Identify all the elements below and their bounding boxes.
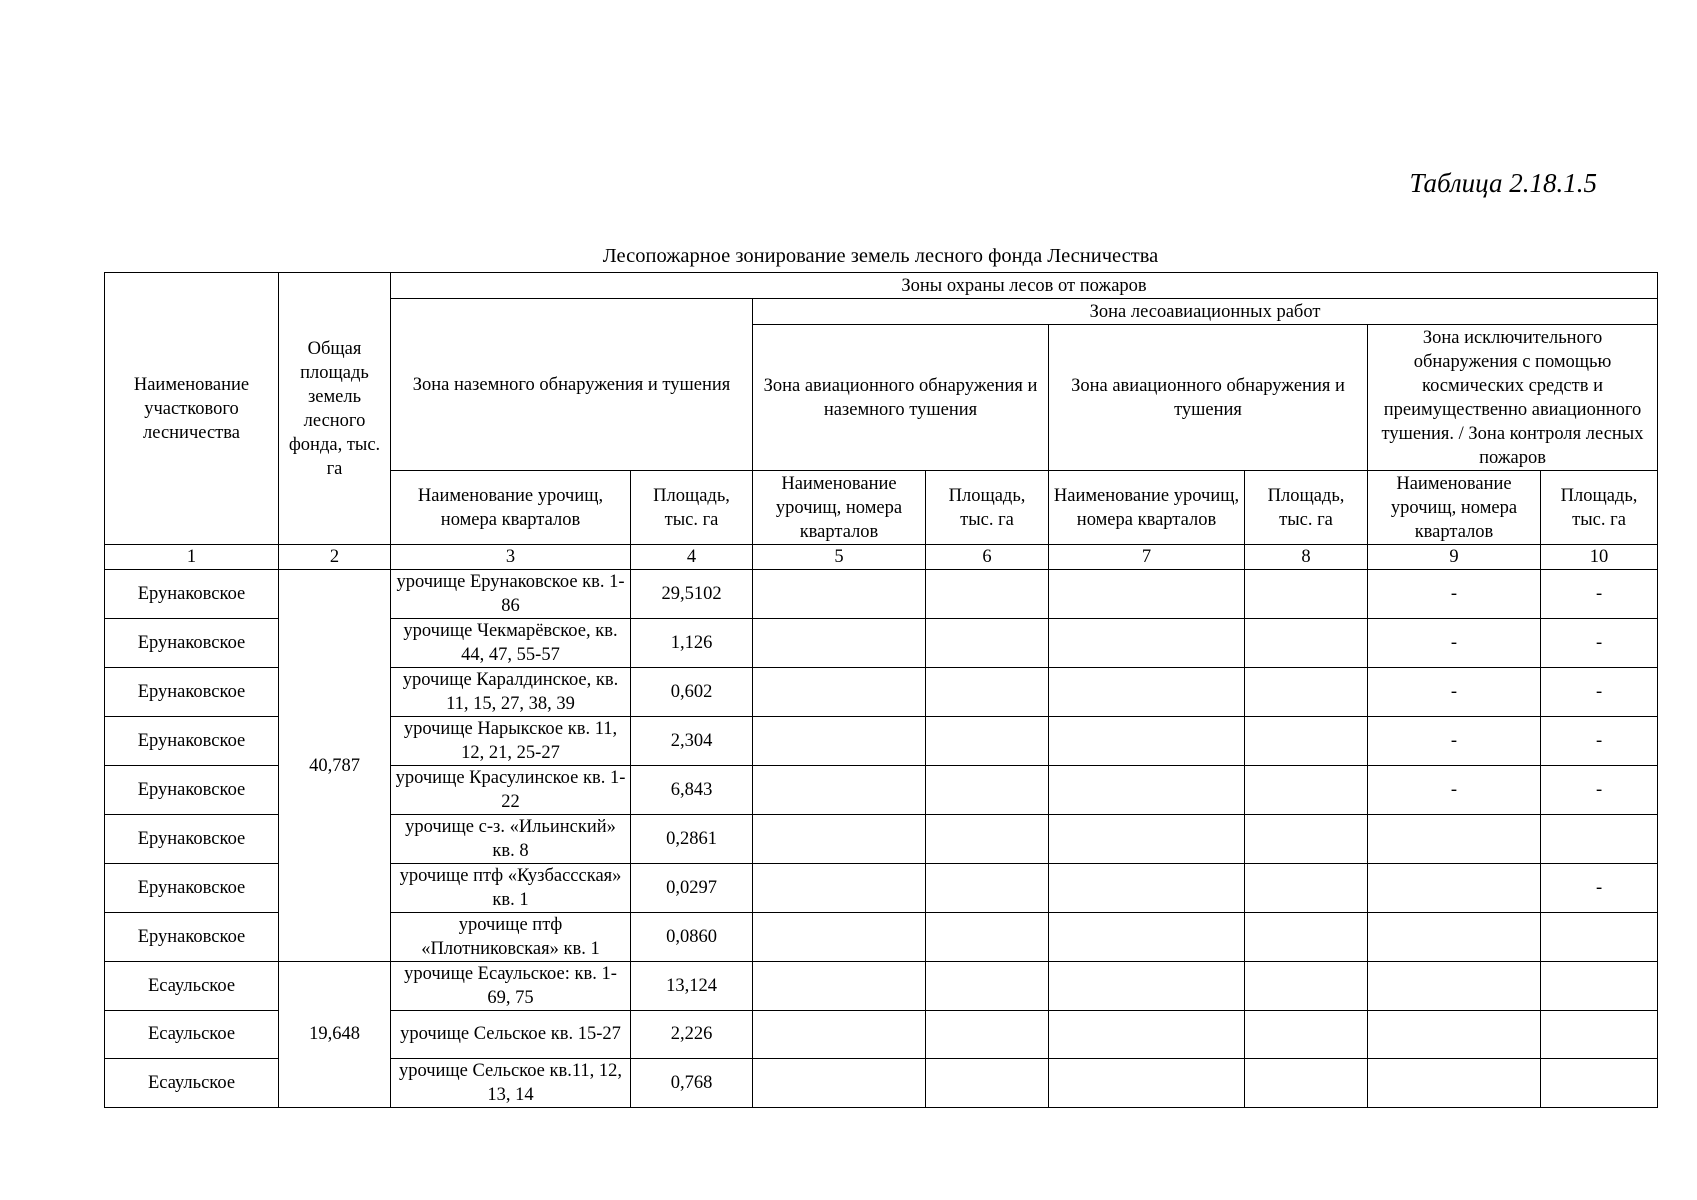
zone6-cell bbox=[926, 1011, 1049, 1059]
zone5-cell bbox=[753, 619, 926, 668]
table-body bbox=[105, 570, 1658, 1108]
forestry-name-cell: Ерунаковское bbox=[105, 913, 279, 962]
header-aviation-group: Зона лесоавиационных работ bbox=[753, 299, 1658, 325]
column-number: 7 bbox=[1049, 545, 1245, 570]
zone8-cell bbox=[1245, 717, 1368, 766]
zone7-cell bbox=[1049, 570, 1245, 619]
tract-cell: урочище Сельское кв. 15-27 bbox=[391, 1011, 631, 1059]
zone8-cell bbox=[1245, 668, 1368, 717]
area-cell: 0,602 bbox=[631, 668, 753, 717]
zone10-cell bbox=[1541, 962, 1658, 1011]
fire-zoning-table bbox=[104, 272, 1658, 1108]
forestry-name-cell: Есаульское bbox=[105, 1058, 279, 1107]
zone5-cell bbox=[753, 717, 926, 766]
zone7-cell bbox=[1049, 962, 1245, 1011]
tract-cell: урочище птф «Плотниковская» кв. 1 bbox=[391, 913, 631, 962]
zone8-cell bbox=[1245, 815, 1368, 864]
zone9-cell: - bbox=[1368, 766, 1541, 815]
column-number: 6 bbox=[926, 545, 1049, 570]
zone6-cell bbox=[926, 766, 1049, 815]
area-cell: 0,768 bbox=[631, 1058, 753, 1107]
area-cell: 13,124 bbox=[631, 962, 753, 1011]
zone8-cell bbox=[1245, 1058, 1368, 1107]
column-number: 10 bbox=[1541, 545, 1658, 570]
area-cell: 0,2861 bbox=[631, 815, 753, 864]
forestry-name-cell: Ерунаковское bbox=[105, 864, 279, 913]
column-number: 5 bbox=[753, 545, 926, 570]
zone7-cell bbox=[1049, 619, 1245, 668]
zone5-cell bbox=[753, 668, 926, 717]
zone5-cell bbox=[753, 570, 926, 619]
forestry-name-cell: Ерунаковское bbox=[105, 766, 279, 815]
area-cell: 1,126 bbox=[631, 619, 753, 668]
zone10-cell: - bbox=[1541, 668, 1658, 717]
tract-cell: урочище Красулинское кв. 1-22 bbox=[391, 766, 631, 815]
zone7-cell bbox=[1049, 913, 1245, 962]
zone9-cell: - bbox=[1368, 570, 1541, 619]
zone7-cell bbox=[1049, 864, 1245, 913]
area-cell: 2,304 bbox=[631, 717, 753, 766]
tract-cell: урочище Сельское кв.11, 12, 13, 14 bbox=[391, 1058, 631, 1107]
tract-cell: урочище птф «Кузбассская» кв. 1 bbox=[391, 864, 631, 913]
header-avia-zone: Зона авиационного обнаружения и тушения bbox=[1049, 325, 1368, 471]
subheader-area: Площадь, тыс. га bbox=[631, 471, 753, 545]
group-area-cell: 19,648 bbox=[279, 962, 391, 1108]
forestry-name-cell: Ерунаковское bbox=[105, 815, 279, 864]
zone5-cell bbox=[753, 962, 926, 1011]
zone8-cell bbox=[1245, 619, 1368, 668]
zone6-cell bbox=[926, 913, 1049, 962]
header-forestry-name: Наименование участкового лесничества bbox=[105, 273, 279, 545]
zone6-cell bbox=[926, 570, 1049, 619]
forestry-name-cell: Ерунаковское bbox=[105, 668, 279, 717]
zone7-cell bbox=[1049, 1011, 1245, 1059]
column-number: 8 bbox=[1245, 545, 1368, 570]
zone6-cell bbox=[926, 668, 1049, 717]
subheader-tract-name: Наименование урочищ, номера кварталов bbox=[1049, 471, 1245, 545]
zone9-cell bbox=[1368, 864, 1541, 913]
tract-cell: урочище Чекмарёвское, кв. 44, 47, 55-57 bbox=[391, 619, 631, 668]
header-ground-zone: Зона наземного обнаружения и тушения bbox=[391, 299, 753, 471]
header-zones-group: Зоны охраны лесов от пожаров bbox=[391, 273, 1658, 299]
zone6-cell bbox=[926, 815, 1049, 864]
column-number-row bbox=[105, 545, 1658, 570]
tract-cell: урочище Нарыкское кв. 11, 12, 21, 25-27 bbox=[391, 717, 631, 766]
zone9-cell: - bbox=[1368, 717, 1541, 766]
zone5-cell bbox=[753, 1011, 926, 1059]
zone10-cell: - bbox=[1541, 570, 1658, 619]
zone7-cell bbox=[1049, 668, 1245, 717]
column-number: 3 bbox=[391, 545, 631, 570]
zone7-cell bbox=[1049, 717, 1245, 766]
zone9-cell: - bbox=[1368, 668, 1541, 717]
zone5-cell bbox=[753, 815, 926, 864]
forestry-name-cell: Ерунаковское bbox=[105, 570, 279, 619]
zone5-cell bbox=[753, 1058, 926, 1107]
forestry-name-cell: Ерунаковское bbox=[105, 717, 279, 766]
zone9-cell bbox=[1368, 913, 1541, 962]
zone10-cell: - bbox=[1541, 864, 1658, 913]
zone8-cell bbox=[1245, 570, 1368, 619]
zone8-cell bbox=[1245, 962, 1368, 1011]
header-avia-ground-zone: Зона авиационного обнаружения и наземного тушения bbox=[753, 325, 1049, 471]
tract-cell: урочище Есаульское: кв. 1-69, 75 bbox=[391, 962, 631, 1011]
subheader-area: Площадь, тыс. га bbox=[1541, 471, 1658, 545]
zone5-cell bbox=[753, 766, 926, 815]
table-header bbox=[105, 273, 1658, 570]
zone9-cell bbox=[1368, 1011, 1541, 1059]
header-total-area: Общая площадь земель лесного фонда, тыс. га bbox=[279, 273, 391, 545]
zone7-cell bbox=[1049, 815, 1245, 864]
zone6-cell bbox=[926, 717, 1049, 766]
zone6-cell bbox=[926, 962, 1049, 1011]
zone7-cell bbox=[1049, 766, 1245, 815]
zone7-cell bbox=[1049, 1058, 1245, 1107]
zone8-cell bbox=[1245, 913, 1368, 962]
tract-cell: урочище с-з. «Ильинский» кв. 8 bbox=[391, 815, 631, 864]
area-cell: 2,226 bbox=[631, 1011, 753, 1059]
zone10-cell: - bbox=[1541, 717, 1658, 766]
column-number: 4 bbox=[631, 545, 753, 570]
table-row bbox=[105, 962, 1658, 1011]
area-cell: 29,5102 bbox=[631, 570, 753, 619]
area-cell: 6,843 bbox=[631, 766, 753, 815]
zone8-cell bbox=[1245, 766, 1368, 815]
subheader-area: Площадь, тыс. га bbox=[1245, 471, 1368, 545]
zone9-cell bbox=[1368, 815, 1541, 864]
tract-cell: урочище Каралдинское, кв. 11, 15, 27, 38, 39 bbox=[391, 668, 631, 717]
zone10-cell: - bbox=[1541, 766, 1658, 815]
area-cell: 0,0860 bbox=[631, 913, 753, 962]
zone8-cell bbox=[1245, 864, 1368, 913]
column-number: 1 bbox=[105, 545, 279, 570]
column-number: 2 bbox=[279, 545, 391, 570]
zone5-cell bbox=[753, 864, 926, 913]
subheader-tract-name: Наименование урочищ, номера кварталов bbox=[1368, 471, 1541, 545]
zone10-cell bbox=[1541, 1011, 1658, 1059]
forestry-name-cell: Есаульское bbox=[105, 1011, 279, 1059]
zone8-cell bbox=[1245, 1011, 1368, 1059]
zone6-cell bbox=[926, 864, 1049, 913]
zone10-cell: - bbox=[1541, 619, 1658, 668]
group-area-cell: 40,787 bbox=[279, 570, 391, 962]
forestry-name-cell: Ерунаковское bbox=[105, 619, 279, 668]
table-label: Таблица 2.18.1.5 bbox=[1409, 168, 1597, 198]
zone10-cell bbox=[1541, 913, 1658, 962]
zone6-cell bbox=[926, 1058, 1049, 1107]
table-row bbox=[105, 570, 1658, 619]
subheader-tract-name: Наименование урочищ, номера кварталов bbox=[753, 471, 926, 545]
column-number: 9 bbox=[1368, 545, 1541, 570]
area-cell: 0,0297 bbox=[631, 864, 753, 913]
header-space-zone: Зона исключительного обнаружения с помощью космических средств и преимущественно авиационного тушения. / Зона контроля лесных пожаров bbox=[1368, 325, 1658, 471]
subheader-tract-name: Наименование урочищ, номера кварталов bbox=[391, 471, 631, 545]
tract-cell: урочище Ерунаковское кв. 1-86 bbox=[391, 570, 631, 619]
zone6-cell bbox=[926, 619, 1049, 668]
zone5-cell bbox=[753, 913, 926, 962]
zone10-cell bbox=[1541, 815, 1658, 864]
table-title: Лесопожарное зонирование земель лесного фонда Лесничества bbox=[602, 245, 1159, 267]
zone9-cell bbox=[1368, 962, 1541, 1011]
zone9-cell bbox=[1368, 1058, 1541, 1107]
zone9-cell: - bbox=[1368, 619, 1541, 668]
forestry-name-cell: Есаульское bbox=[105, 962, 279, 1011]
subheader-area: Площадь, тыс. га bbox=[926, 471, 1049, 545]
zone10-cell bbox=[1541, 1058, 1658, 1107]
